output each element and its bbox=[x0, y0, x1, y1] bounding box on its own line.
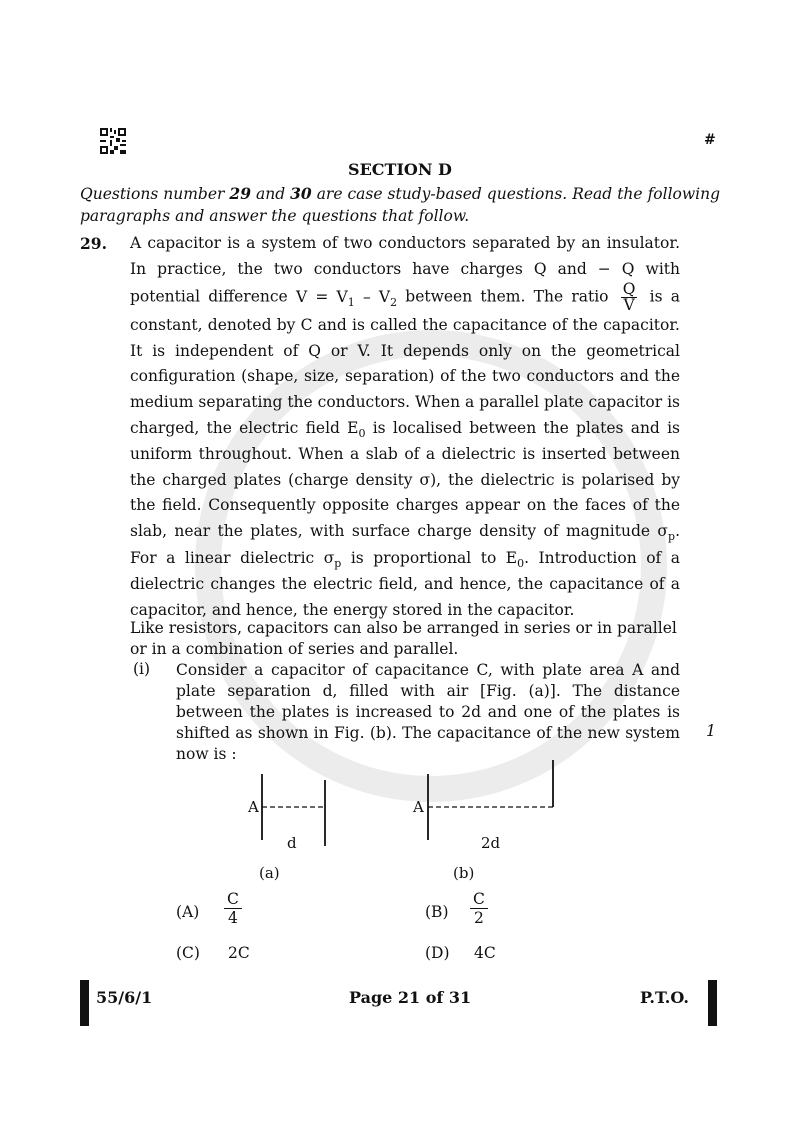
page-number: Page 21 of 31 bbox=[349, 988, 472, 1007]
section-title: SECTION D bbox=[348, 160, 452, 179]
option-a-label: (A) bbox=[176, 903, 200, 921]
option-c-text: 2C bbox=[228, 944, 250, 962]
passage-text: A capacitor is a system of two conductors separated by an insulator. In practice, the two conductors have charges Q and − Q with potential difference bbox=[130, 234, 680, 306]
question-number: 29. bbox=[80, 234, 107, 253]
passage-text: . For a linear dielectric σ bbox=[130, 521, 680, 567]
passage-text: between them. The ratio bbox=[397, 287, 617, 306]
paper-code: 55/6/1 bbox=[96, 988, 153, 1007]
fig-b-plate-label: A bbox=[413, 798, 424, 816]
fig-a-plate-label: A bbox=[248, 798, 259, 816]
page-marker: # bbox=[704, 132, 716, 148]
subquestion-text: Consider a capacitor of capacitance C, with plate area A and plate separation d, filled with air [Fig. (a)]. The distance between the plates is increased to 2d and one of the plates is shifted as shown in Fig. (b). The capacitance of the new system now is : bbox=[176, 661, 680, 763]
capacitor-figure bbox=[0, 760, 800, 860]
question-passage: A capacitor is a system of two conductors separated by an insulator. In practice, the two conductors have charges Q and − Q with potential difference $V = V_1 - V_2$ between them. The ratio $\frac{Q}{V}$ is a constant, denoted by C and is called the capacitance of the capacitor. It is independent of Q or V. It depends only on the geometrical configuration (shape, size, separation) of the two conductors and the medium separating the conductors. When a parallel plate capacitor is charged, the electric field $E_0$ is localised between the plates and is uniform throughout. When a slab of a dielectric is inserted between the charged plates (charge density σ), the dielectric is polarised by the field. Consequently opposite charges appear on the faces of the slab, near the plates, with surface charge density of magnitude $\sigma_p$. For a linear dielectric $\sigma_p$ is proportional to $E_0$. Introduction of a dielectric changes the electric field, and hence, the capacitance of a capacitor, and hence, the energy stored in the capacitor. bbox=[130, 234, 680, 619]
footer-bar-right bbox=[708, 980, 717, 1026]
fig-a-gap-label: d bbox=[287, 834, 297, 852]
passage-text: is localised between the plates and is uniform throughout. When a slab of a dielectric is inserted between the charged plates (charge density σ), the dielectric is polarised by the field. Consequently opposite charges appear on the faces of the slab, near the plates, with surface charge density of magnitude σ bbox=[130, 418, 680, 540]
intro-question-number: 30 bbox=[290, 184, 312, 203]
fig-b-caption: (b) bbox=[453, 864, 475, 882]
section-intro: Questions number 29 and 30 are case study-based questions. Read the following paragraphs and answer the questions that follow. bbox=[80, 184, 721, 225]
option-c-label: (C) bbox=[176, 944, 200, 962]
option-d-label: (D) bbox=[425, 944, 450, 962]
voltage-eq: $V = V_1 - V_2$ bbox=[295, 287, 398, 309]
marks-label: 1 bbox=[706, 722, 716, 740]
subquestion-marker: (i) bbox=[133, 660, 151, 678]
footer-bar-left bbox=[80, 980, 89, 1026]
passage-text: . Introduction of a dielectric changes the electric field, and hence, the capacitance of a capacitor, and hence, the energy stored in the capacitor. bbox=[130, 548, 680, 619]
option-b-fraction: $\frac{C}{2}$ bbox=[470, 890, 488, 927]
passage-text: is a constant, denoted by C and is called the capacitance of the capacitor. It is independent of Q or V. It depends only on the geometrical configuration (shape, size, separation) of the two conductors and the medium separating the conductors. When a parallel plate capacitor is charged, the electric field E bbox=[130, 287, 680, 437]
intro-question-number: 29 bbox=[229, 184, 251, 203]
passage-paragraph-2: Like resistors, capacitors can also be arranged in series or in parallel or in a combination of series and parallel. bbox=[130, 619, 677, 658]
pto-label: P.T.O. bbox=[640, 988, 689, 1007]
fig-b-gap-label: 2d bbox=[481, 834, 501, 852]
option-a-fraction: $\frac{C}{4}$ bbox=[224, 890, 242, 927]
option-b-label: (B) bbox=[425, 903, 449, 921]
fig-a-caption: (a) bbox=[259, 864, 280, 882]
qr-code-icon bbox=[100, 128, 126, 154]
ratio-fraction: $\frac{Q}{V}$ bbox=[622, 280, 636, 315]
passage-text: is proportional to E bbox=[341, 548, 518, 567]
option-d-text: 4C bbox=[474, 944, 496, 962]
